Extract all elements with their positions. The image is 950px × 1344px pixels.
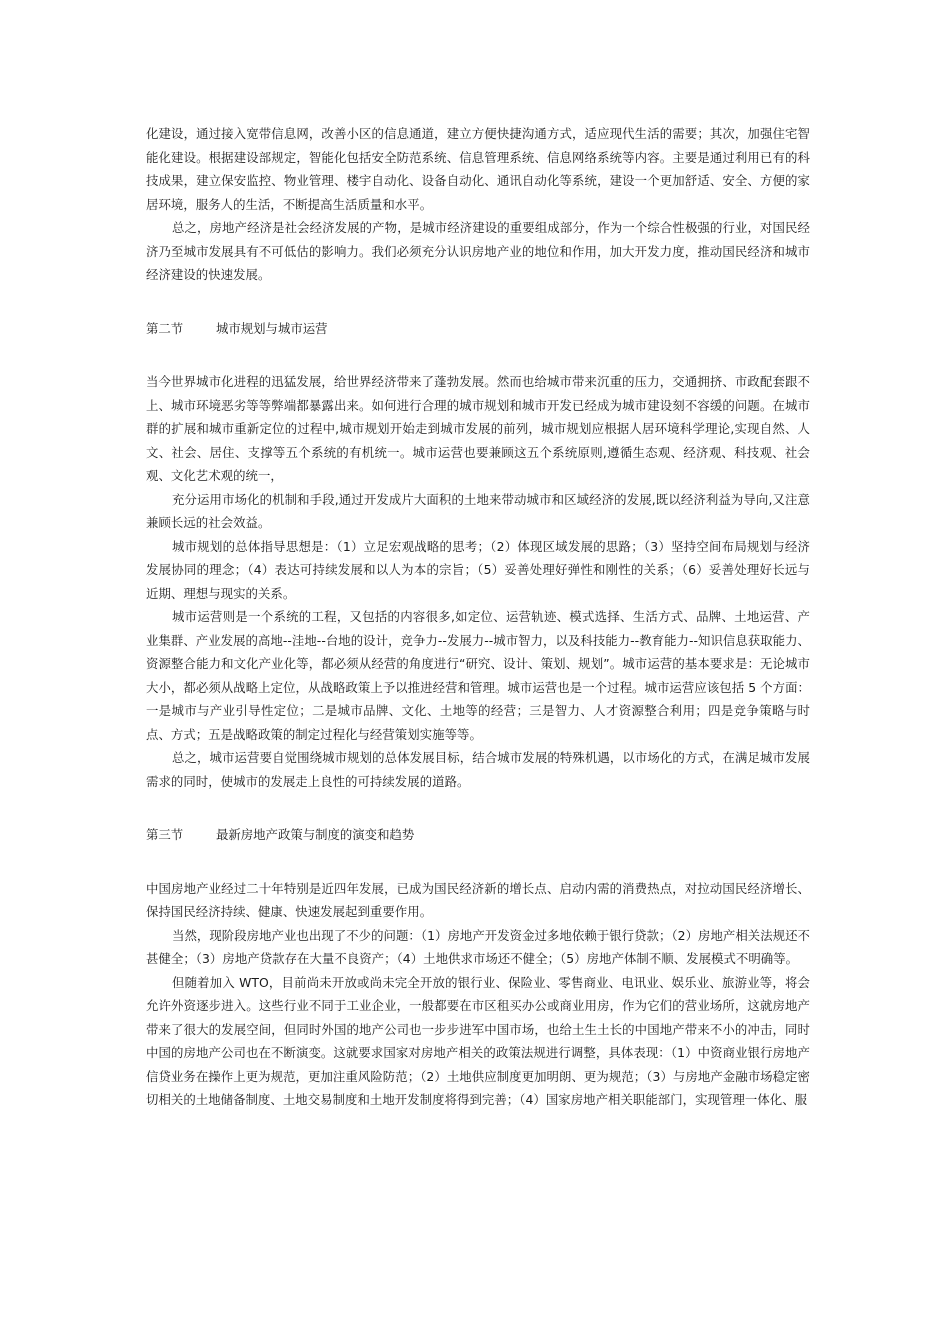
section-title: 最新房地产政策与制度的演变和趋势 [216, 827, 415, 842]
paragraph: 总之，房地产经济是社会经济发展的产物，是城市经济建设的重要组成部分，作为一个综合性极强的行业，对国民经济乃至城市发展具有不可低估的影响力。我们必须充分认识房地产业的地位和作用，加大开发力度，推动国民经济和城市经济建设的快速发展。 [146, 220, 810, 282]
paragraph: 城市运营则是一个系统的工程，又包括的内容很多,如定位、运营轨迹、模式选择、生活方式、品牌、土地运营、产业集群、产业发展的高地--洼地--台地的设计，竞争力--发展力--城市智力，以及科技能力--教育能力--知识信息获取能力、资源整合能力和文化产业化等，都必须从经营的角度进行“研究、设计、策划、规划”。城市运营的基本要求是：无论城市大小，都必须从战略上定位，从战略政策上予以推进经营和管理。城市运营也是一个过程。城市运营应该包括 5 个方面：一是城市与产业引导性定位；二是城市品牌、文化、土地等的经营；三是智力、人才资源整合利用；四是竞争策略与时点、方式；五是战略政策的制定过程化与经营策划实施等等。 [146, 609, 810, 742]
section-heading-2 [146, 317, 810, 341]
paragraph: 总之，城市运营要自觉围绕城市规划的总体发展目标，结合城市发展的特殊机遇，以市场化的方式，在满足城市发展需求的同时，使城市的发展走上良性的可持续发展的道路。 [146, 750, 810, 789]
paragraph: 但随着加入 WTO，目前尚未开放或尚未完全开放的银行业、保险业、零售商业、电讯业、娱乐业、旅游业等，将会允许外资逐步进入。这些行业不同于工业企业，一般都要在市区租买办公或商业用房，作为它们的营业场所，这就房地产带来了很大的发展空间，但同时外国的地产公司也一步步进军中国市场，也给土生土长的中国地产带来不小的冲击，同时中国的房地产公司也在不断演变。这就要求国家对房地产相关的政策法规进行调整，具体表现：（1）中资商业银行房地产信贷业务在操作上更为规范，更加注重风险防范；（2）土地供应制度更加明朗、更为规范；（3）与房地产金融市场稳定密切相关的土地储备制度、土地交易制度和土地开发制度将得到完善；（4）国家房地产相关职能部门，实现管理一体化、服 [146, 974, 810, 1107]
paragraph: 当然，现阶段房地产业也出现了不少的问题：（1）房地产开发资金过多地依赖于银行贷款；（2）房地产相关法规还不甚健全；（3）房地产贷款存在大量不良资产；（4）土地供求市场还不健全；（5）房地产体制不顺、发展模式不明确等。 [146, 927, 810, 966]
section-number: 第三节 [146, 827, 184, 842]
paragraph: 化建设，通过接入宽带信息网，改善小区的信息通道，建立方便快捷沟通方式，适应现代生活的需要；其次，加强住宅智能化建设。根据建设部规定，智能化包括安全防范系统、信息管理系统、信息网络系统等内容。主要是通过利用已有的科技成果，建立保安监控、物业管理、楼宇自动化、设备自动化、通讯自动化等系统，建设一个更加舒适、安全、方便的家居环境，服务人的生活，不断提高生活质量和水平。 [146, 126, 810, 212]
section-number: 第二节 [146, 320, 184, 336]
section-title: 城市规划与城市运营 [216, 320, 328, 336]
section-heading-3 [146, 823, 810, 847]
paragraph: 充分运用市场化的机制和手段,通过开发成片大面积的土地来带动城市和区域经济的发展,既以经济利益为导向,又注意兼顾长远的社会效益。 [146, 491, 810, 530]
document-page [146, 122, 810, 1112]
paragraph: 当今世界城市化进程的迅猛发展，给世界经济带来了蓬勃发展。然而也给城市带来沉重的压力，交通拥挤、市政配套跟不上、城市环境恶劣等等弊端都暴露出来。如何进行合理的城市规划和城市开发已经成为城市建设刻不容缓的问题。在城市群的扩展和城市重新定位的过程中,城市规划开始走到城市发展的前列，城市规划应根据人居环境科学理论,实现自然、人文、社会、居住、支撑等五个系统的有机统一。城市运营也要兼顾这五个系统原则,遵循生态观、经济观、科技观、社会观、文化艺术观的统一， [146, 374, 810, 483]
paragraph: 城市规划的总体指导思想是：（1）立足宏观战略的思考；（2）体现区域发展的思路；（3）坚持空间布局规划与经济发展协同的理念；（4）表达可持续发展和以人为本的宗旨；（5）妥善处理好弹性和刚性的关系；（6）妥善处理好长远与近期、理想与现实的关系。 [146, 538, 810, 601]
paragraph: 中国房地产业经过二十年特别是近四年发展，已成为国民经济新的增长点、启动内需的消费热点，对拉动国民经济增长、保持国民经济持续、健康、快速发展起到重要作用。 [146, 880, 810, 919]
